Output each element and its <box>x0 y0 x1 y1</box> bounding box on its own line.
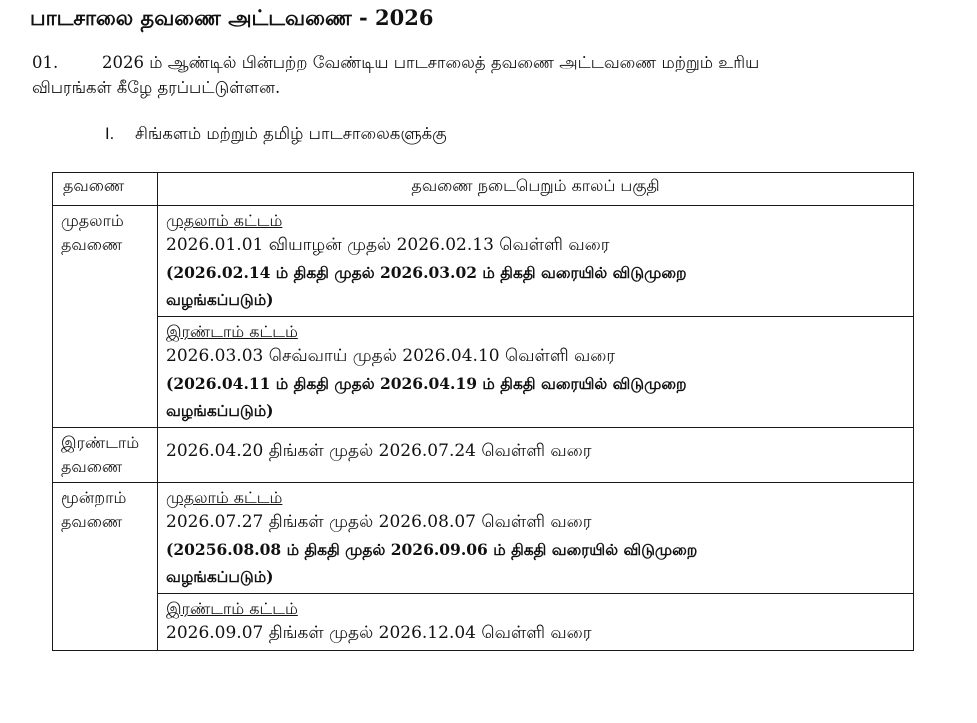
header-term: தவணை <box>53 173 158 206</box>
table-row <box>53 594 914 651</box>
paragraph-number: 01. <box>32 53 59 72</box>
section-heading <box>105 124 447 146</box>
phase-title: இரண்டாம் கட்டம் <box>166 322 298 341</box>
phase-title: முதலாம் கட்டம் <box>166 488 283 507</box>
term3-phase1-cell <box>158 483 914 594</box>
intro-text-line2: விபரங்கள் கீழே தரப்பட்டுள்ளன. <box>32 78 281 97</box>
term3-phase2-cell <box>158 594 914 651</box>
phase-dates: 2026.01.01 வியாழன் முதல் 2026.02.13 வெள்ளி வரை <box>166 235 610 255</box>
term1-phase1-cell <box>158 206 914 317</box>
section-label: சிங்களம் மற்றும் தமிழ் பாடசாலைகளுக்கு <box>135 124 447 143</box>
holiday-note-line2: வழங்கப்படும்) <box>166 290 274 309</box>
section-roman-numeral: I. <box>105 125 115 143</box>
table-row <box>53 206 914 317</box>
holiday-note-line1: (2026.02.14 ம் திகதி முதல் 2026.03.02 ம் திகதி வரையில் விடுமுறை <box>166 263 687 282</box>
holiday-note-line2: வழங்கப்படும்) <box>166 567 274 586</box>
phase-dates: 2026.04.20 திங்கள் முதல் 2026.07.24 வெள்ளி வரை <box>166 441 592 461</box>
term1-phase2-cell <box>158 317 914 428</box>
holiday-note-line1: (2026.04.11 ம் திகதி முதல் 2026.04.19 ம் திகதி வரையில் விடுமுறை <box>166 374 687 393</box>
term2-name: இரண்டாம் தவணை <box>53 428 158 483</box>
phase-dates: 2026.07.27 திங்கள் முதல் 2026.08.07 வெள்ளி வரை <box>166 512 592 532</box>
table-row <box>53 317 914 428</box>
phase-title: இரண்டாம் கட்டம் <box>166 599 298 618</box>
header-period: தவணை நடைபெறும் காலப் பகுதி <box>158 173 914 206</box>
term3-name: மூன்றாம் தவணை <box>53 483 158 651</box>
table-header-row <box>53 173 914 206</box>
intro-text-line1: 2026 ம் ஆண்டில் பின்பற்ற வேண்டிய பாடசாலைத் தவணை அட்டவணை மற்றும் உரிய <box>102 53 760 72</box>
page-title: பாடசாலை தவணை அட்டவணை - 2026 <box>30 5 434 30</box>
table-row <box>53 483 914 594</box>
term-schedule-table <box>52 172 914 651</box>
phase-dates: 2026.09.07 திங்கள் முதல் 2026.12.04 வெள்ளி வரை <box>166 623 592 643</box>
holiday-note-line1: (20256.08.08 ம் திகதி முதல் 2026.09.06 ம் திகதி வரையில் விடுமுறை <box>166 540 698 559</box>
intro-paragraph <box>32 50 952 100</box>
phase-title: முதலாம் கட்டம் <box>166 211 283 230</box>
phase-dates: 2026.03.03 செவ்வாய் முதல் 2026.04.10 வெள்ளி வரை <box>166 346 616 366</box>
table-row <box>53 428 914 483</box>
holiday-note-line2: வழங்கப்படும்) <box>166 401 274 420</box>
term2-cell <box>158 428 914 483</box>
term1-name: முதலாம் தவணை <box>53 206 158 428</box>
